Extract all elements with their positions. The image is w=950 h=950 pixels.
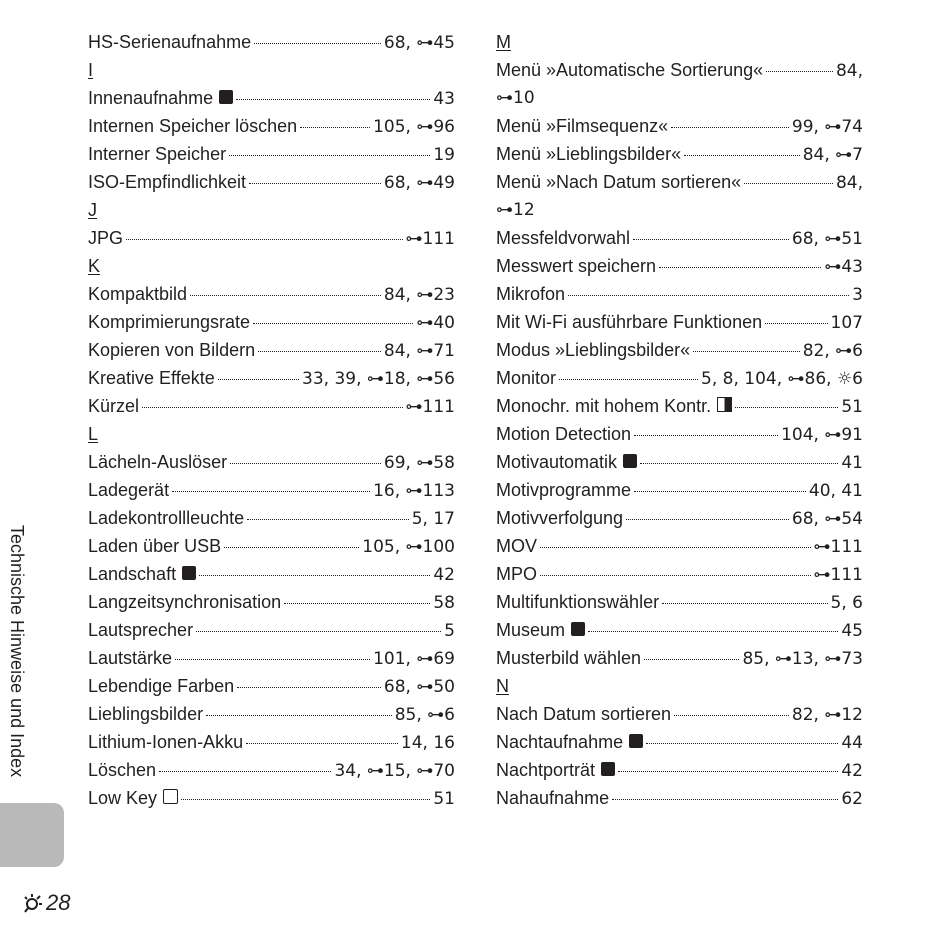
index-entry-pages: 85, ⊶13, ⊶73 — [742, 649, 863, 669]
night-landscape-icon — [629, 734, 643, 748]
index-entry-pages: 68, ⊶45 — [383, 33, 455, 53]
index-column-left — [88, 28, 455, 812]
dot-leader — [634, 417, 778, 436]
index-entry — [496, 308, 863, 336]
index-entry — [496, 168, 863, 196]
index-entry-continuation — [496, 196, 863, 224]
index-entry-term: Low Key — [88, 788, 158, 808]
index-entry-term: Ladegerät — [88, 480, 170, 500]
index-entry-pages: 101, ⊶69 — [373, 649, 455, 669]
index-entry-term: Menü »Lieblingsbilder« — [496, 144, 682, 164]
dot-leader — [230, 445, 381, 464]
dot-leader — [172, 473, 370, 492]
night-portrait-icon — [601, 762, 615, 776]
index-entry-term: Kürzel — [88, 396, 140, 416]
index-entry — [88, 728, 455, 756]
index-entry-pages: ⊶40 — [416, 313, 455, 333]
dot-leader — [646, 725, 838, 744]
page-number-value: 28 — [46, 890, 71, 915]
index-entry-pages: 19 — [433, 145, 455, 165]
index-entry-pages: ⊶111 — [405, 229, 455, 249]
index-entry-pages: 84, ⊶23 — [383, 285, 455, 305]
dot-leader — [633, 221, 789, 240]
index-entry — [88, 140, 455, 168]
index-entry — [88, 756, 455, 784]
index-letter-heading: N — [496, 676, 509, 696]
index-letter-heading: I — [88, 60, 94, 80]
dot-leader — [744, 165, 833, 184]
index-entry — [496, 448, 863, 476]
index-entry — [88, 532, 455, 560]
index-entry — [88, 784, 455, 812]
index-entry-term: Nahaufnahme — [496, 788, 610, 808]
dot-leader — [559, 361, 698, 380]
index-entry-term: Lächeln-Auslöser — [88, 452, 228, 472]
index-entry-pages: ⊶111 — [405, 397, 455, 417]
index-entry-term: Internen Speicher löschen — [88, 116, 298, 136]
index-entry-continuation — [496, 84, 863, 112]
index-entry-term: Innenaufnahme — [88, 88, 214, 108]
index-entry-term: Mikrofon — [496, 284, 566, 304]
dot-leader — [634, 473, 806, 492]
index-entry — [88, 616, 455, 644]
dot-leader — [254, 25, 381, 44]
index-entry-term: Menü »Nach Datum sortieren« — [496, 172, 742, 192]
index-entry-term: Interner Speicher — [88, 144, 227, 164]
index-entry-pages: 44 — [841, 733, 863, 753]
dot-leader — [159, 753, 331, 772]
index-entry — [88, 672, 455, 700]
index-entry-term: Mit Wi-Fi ausführbare Funktionen — [496, 312, 763, 332]
dot-leader — [540, 529, 811, 548]
index-entry-term: Löschen — [88, 760, 157, 780]
index-entry-pages: 16, ⊶113 — [373, 481, 455, 501]
index-entry — [496, 476, 863, 504]
index-entry — [496, 336, 863, 364]
dot-leader — [640, 445, 838, 464]
index-entry — [88, 308, 455, 336]
dot-leader — [218, 361, 299, 380]
dot-leader — [175, 641, 370, 660]
index-entry-pages: 68, ⊶50 — [383, 677, 455, 697]
index-entry-term: Motivverfolgung — [496, 508, 624, 528]
index-entry-term: Laden über USB — [88, 536, 222, 556]
index-entry-term: Lautstärke — [88, 648, 173, 668]
museum-icon — [571, 622, 585, 636]
index-entry — [88, 476, 455, 504]
dot-leader — [766, 53, 833, 72]
index-entry — [88, 364, 455, 392]
dot-leader — [196, 613, 441, 632]
dot-leader — [258, 333, 381, 352]
index-entry — [88, 588, 455, 616]
index-entry-pages: 5, 6 — [830, 593, 863, 613]
index-entry-term: Kompaktbild — [88, 284, 188, 304]
index-letter-heading: K — [88, 256, 101, 276]
index-entry-pages: 68, ⊶49 — [383, 173, 455, 193]
index-entry-pages: 84, — [835, 61, 863, 81]
index-entry-pages: 68, ⊶54 — [791, 509, 863, 529]
dot-leader — [284, 585, 430, 604]
index-entry-term: Nachtporträt — [496, 760, 596, 780]
index-entry-pages: 51 — [841, 397, 863, 417]
index-entry-pages: 5 — [444, 621, 455, 641]
section-tab — [0, 803, 64, 867]
index-entry — [496, 532, 863, 560]
index-entry — [88, 280, 455, 308]
dot-leader — [206, 697, 392, 716]
index-entry-pages: 82, ⊶6 — [802, 341, 863, 361]
index-entry-pages: 69, ⊶58 — [383, 453, 455, 473]
index-entry-term: Landschaft — [88, 564, 177, 584]
dot-leader — [671, 109, 789, 128]
dot-leader — [246, 725, 398, 744]
low-key-icon — [163, 789, 178, 804]
index-entry-term: Motivautomatik — [496, 452, 618, 472]
index-entry-pages: 99, ⊶74 — [791, 117, 863, 137]
index-entry-pages: 34, ⊶15, ⊶70 — [334, 761, 455, 781]
index-entry — [496, 224, 863, 252]
index-entry-term: Messwert speichern — [496, 256, 657, 276]
index-entry-pages: 84, ⊶71 — [383, 341, 455, 361]
index-entry — [88, 28, 455, 56]
index-entry — [496, 56, 863, 84]
index-entry-term: Messfeldvorwahl — [496, 228, 631, 248]
index-entry — [88, 112, 455, 140]
index-entry-pages: ⊶10 — [496, 88, 535, 108]
dot-leader — [674, 697, 789, 716]
indoor-scene-icon — [219, 90, 233, 104]
index-entry-term: Komprimierungsrate — [88, 312, 251, 332]
index-entry-term: Lieblingsbilder — [88, 704, 204, 724]
dot-leader — [126, 221, 403, 240]
index-entry-term: Langzeitsynchronisation — [88, 592, 282, 612]
index-entry-pages: 45 — [841, 621, 863, 641]
index-entry-pages: 42 — [841, 761, 863, 781]
index-entry — [88, 168, 455, 196]
index-entry-term: Monitor — [496, 368, 557, 388]
index-entry-term: ISO-Empfindlichkeit — [88, 172, 247, 192]
section-label: Technische Hinweise und Index — [7, 525, 27, 778]
dot-leader — [659, 249, 821, 268]
index-entry — [496, 700, 863, 728]
index-entry-term: HS-Serienaufnahme — [88, 32, 252, 52]
index-entry-term: Lebendige Farben — [88, 676, 235, 696]
index-letter-heading: M — [496, 32, 511, 52]
dot-leader — [765, 305, 827, 324]
index-entry-term: Lautsprecher — [88, 620, 194, 640]
index-entry-term: Ladekontrollleuchte — [88, 508, 245, 528]
technical-notes-icon — [22, 892, 44, 914]
dot-leader — [237, 669, 381, 688]
dot-leader — [253, 305, 413, 324]
index-entry-pages: 51 — [433, 789, 455, 809]
dot-leader — [199, 557, 430, 576]
index-entry-pages: 82, ⊶12 — [791, 705, 863, 725]
index-entry-pages: 105, ⊶100 — [362, 537, 455, 557]
index-entry-pages: 62 — [841, 789, 863, 809]
index-entry-pages: 14, 16 — [400, 733, 455, 753]
index-entry — [496, 364, 863, 392]
index-entry-term: MPO — [496, 564, 538, 584]
dot-leader — [612, 781, 838, 800]
index-entry-pages: 104, ⊶91 — [781, 425, 863, 445]
index-entry-term: Nach Datum sortieren — [496, 704, 672, 724]
index-column-right — [496, 28, 863, 812]
index-entry-term: Musterbild wählen — [496, 648, 642, 668]
index-entry — [88, 700, 455, 728]
dot-leader — [540, 557, 811, 576]
index-entry-pages: ⊶111 — [813, 537, 863, 557]
index-letter-heading: J — [88, 200, 97, 220]
dot-leader — [300, 109, 370, 128]
page-number — [22, 890, 70, 916]
index-entry-term: MOV — [496, 536, 538, 556]
index-entry-pages: 58 — [433, 593, 455, 613]
index-entry — [496, 756, 863, 784]
index-entry-pages: 85, ⊶6 — [394, 705, 455, 725]
index-letter-heading: L — [88, 424, 99, 444]
dot-leader — [684, 137, 800, 156]
index-entry — [496, 784, 863, 812]
index-entry — [496, 560, 863, 588]
index-entry — [496, 252, 863, 280]
dot-leader — [236, 81, 430, 100]
index-entry — [88, 504, 455, 532]
index-entry-pages: 3 — [852, 285, 863, 305]
index-entry-term: Lithium-Ionen-Akku — [88, 732, 244, 752]
index-entry-pages: 84, — [835, 173, 863, 193]
landscape-icon — [182, 566, 196, 580]
index-entry — [88, 644, 455, 672]
index-entry-term: Nachtaufnahme — [496, 732, 624, 752]
index-entry — [88, 392, 455, 420]
index-entry — [496, 728, 863, 756]
index-entry-term: Modus »Lieblingsbilder« — [496, 340, 691, 360]
index-entry-term: JPG — [88, 228, 124, 248]
index-entry-pages: ⊶111 — [813, 565, 863, 585]
dot-leader — [229, 137, 430, 156]
index-entry-pages: 43 — [433, 89, 455, 109]
dot-leader — [181, 781, 430, 800]
index-entry-pages: 5, 8, 104, ⊶86, ☼6 — [701, 369, 863, 389]
index-entry-term: Kopieren von Bildern — [88, 340, 256, 360]
index-entry — [496, 504, 863, 532]
scene-auto-icon — [623, 454, 637, 468]
index-entry — [496, 112, 863, 140]
index-entry — [88, 224, 455, 252]
index-entry-pages: 68, ⊶51 — [791, 229, 863, 249]
index-entry-pages: 41 — [841, 453, 863, 473]
index-entry-term: Menü »Filmsequenz« — [496, 116, 669, 136]
index-entry-term: Monochr. mit hohem Kontr. — [496, 396, 712, 416]
index-entry-pages: 5, 17 — [411, 509, 455, 529]
dot-leader — [190, 277, 381, 296]
index-entry — [496, 616, 863, 644]
dot-leader — [618, 753, 838, 772]
dot-leader — [626, 501, 789, 520]
dot-leader — [249, 165, 381, 184]
index-entry — [88, 560, 455, 588]
index-entry — [496, 140, 863, 168]
index-entry-term: Multifunktionswähler — [496, 592, 660, 612]
dot-leader — [735, 389, 838, 408]
dot-leader — [662, 585, 827, 604]
dot-leader — [588, 613, 838, 632]
dot-leader — [568, 277, 849, 296]
index-entry-term: Motivprogramme — [496, 480, 632, 500]
index-entry-pages: 107 — [830, 313, 863, 333]
dot-leader — [693, 333, 800, 352]
index-entry — [496, 392, 863, 420]
index-entry-pages: ⊶43 — [824, 257, 863, 277]
index-entry-pages: 40, 41 — [808, 481, 863, 501]
dot-leader — [224, 529, 359, 548]
dot-leader — [142, 389, 403, 408]
index-entry — [496, 420, 863, 448]
high-contrast-mono-icon — [717, 397, 732, 412]
index-entry — [496, 644, 863, 672]
index-entry-pages: ⊶12 — [496, 200, 535, 220]
index-entry-pages: 33, 39, ⊶18, ⊶56 — [302, 369, 455, 389]
index-entry-term: Museum — [496, 620, 566, 640]
index-entry — [88, 448, 455, 476]
index-entry-term: Menü »Automatische Sortierung« — [496, 60, 764, 80]
index-entry — [496, 280, 863, 308]
index-entry-term: Kreative Effekte — [88, 368, 215, 388]
dot-leader — [247, 501, 409, 520]
index-entry-pages: 105, ⊶96 — [373, 117, 455, 137]
index-entry-pages: 84, ⊶7 — [802, 145, 863, 165]
dot-leader — [644, 641, 739, 660]
index-entry-term: Motion Detection — [496, 424, 632, 444]
index-entry — [496, 588, 863, 616]
index-entry — [88, 84, 455, 112]
index-entry-pages: 42 — [433, 565, 455, 585]
index-entry — [88, 336, 455, 364]
